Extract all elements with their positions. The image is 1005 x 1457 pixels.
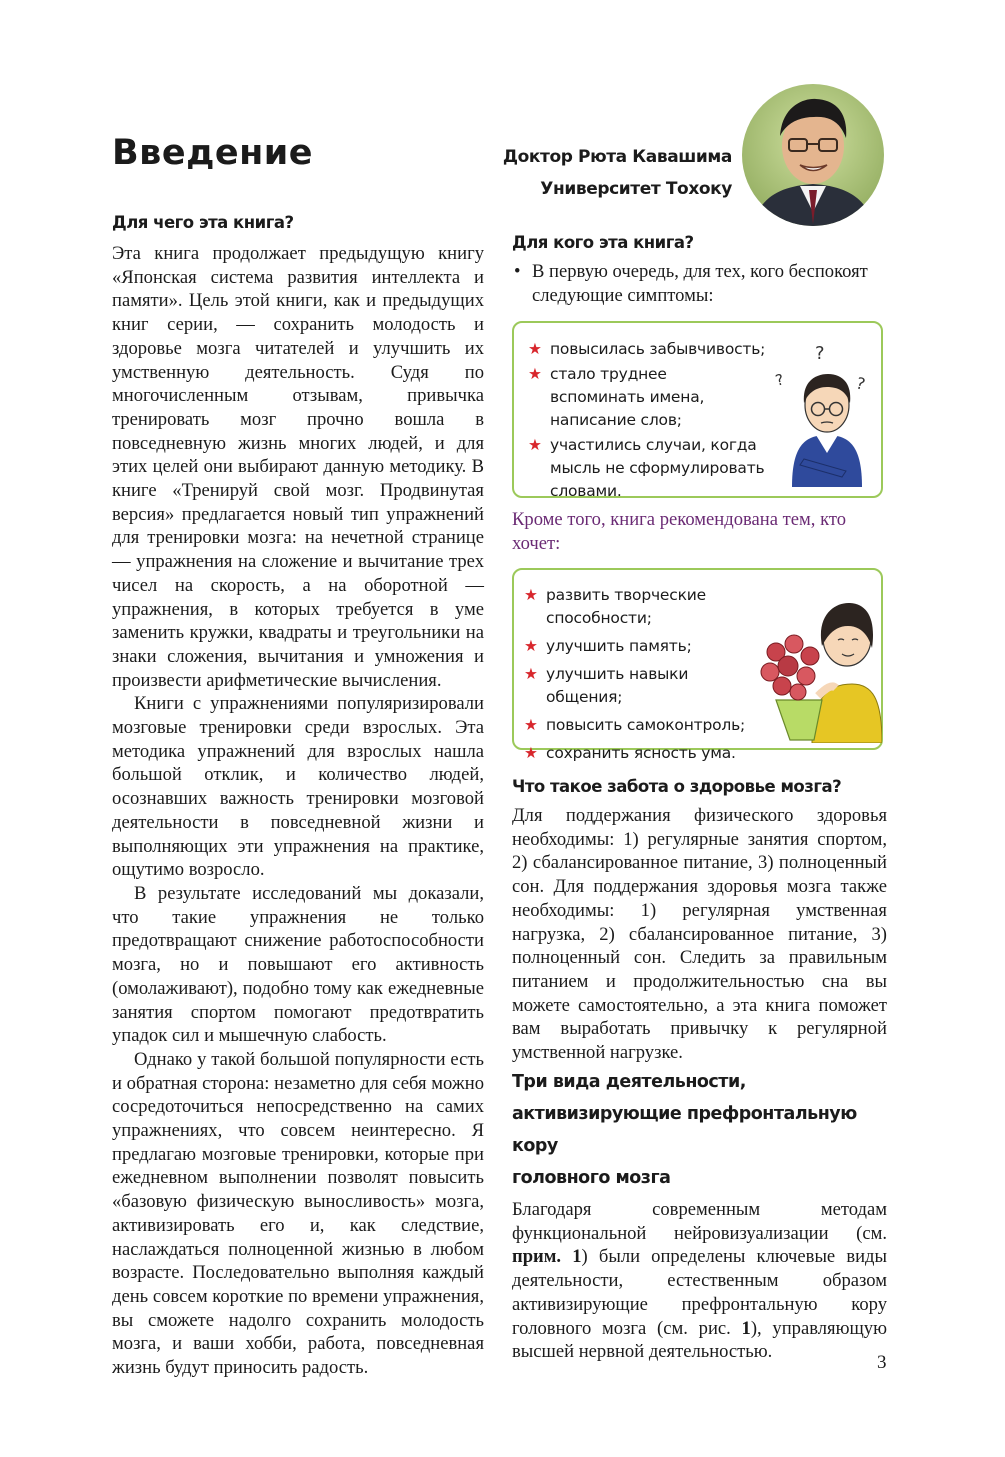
goals-box xyxy=(512,568,883,762)
left-column xyxy=(112,208,484,1380)
list-item: ★ повысить самоконтроль; xyxy=(522,714,762,737)
star-icon: ★ xyxy=(524,637,538,655)
star-icon: ★ xyxy=(528,436,542,454)
paragraph: Благодаря современным методам функциональной нейровизуализации (см. прим. 1) были определены ключевые виды деятельности, естественным образом активизирующие префронтальную кору головного мозга (см. рис. 1), управляющую высшей нервной деятельностью. xyxy=(512,1199,888,1363)
star-icon: ★ xyxy=(524,716,538,734)
svg-text:?: ? xyxy=(773,370,786,390)
three-activities-section xyxy=(512,1066,887,1364)
section-heading-audience: Для кого эта книга? xyxy=(512,233,694,252)
section-heading-three-activities: Три вида деятельности, активизирующие префронтальную кору головного мозга xyxy=(512,1072,857,1188)
page-title: Введение xyxy=(112,133,314,173)
list-item: ★ сохранить ясность ума. xyxy=(522,742,762,765)
section-heading-brain-care: Что такое забота о здоровье мозга? xyxy=(512,777,842,796)
star-icon: ★ xyxy=(524,744,538,762)
bullet-icon: • xyxy=(514,261,521,282)
star-icon: ★ xyxy=(528,365,542,383)
list-item: ★ улучшить память; xyxy=(522,635,762,658)
list-item: ★ повысилась забывчивость; xyxy=(526,338,766,361)
author-affiliation: Университет Тохоку xyxy=(540,179,732,199)
page-number: 3 xyxy=(877,1352,887,1373)
star-icon: ★ xyxy=(528,340,542,358)
woman-with-flowers-icon xyxy=(752,588,882,743)
list-item: ★ стало труднее вспоминать имена, написание слов; xyxy=(528,365,705,429)
svg-text:?: ? xyxy=(815,343,825,364)
star-icon: ★ xyxy=(524,665,538,683)
list-item: • В первую очередь, для тех, кого беспокоят следующие симптомы: xyxy=(514,261,868,306)
list-item: ★ развить творческие способности; xyxy=(524,586,706,627)
paragraph: В результате исследований мы доказали, что такие упражнения не только предотвращают снижение работоспособности мозга, но и повышают его активность (омолаживают), подобно тому как ежедневные занятия спортом помогают предотвратить упадок сил и мышечную слабость. xyxy=(112,882,484,1047)
paragraph: Для поддержания физического здоровья необходимы: 1) регулярные занятия спортом, 2) сбалансированное питание, 3) полноценный сон. Для поддержания здоровья мозга также необходимы: 1) регулярная умственная нагрузка, 2) сбалансированное питание, 3) полноценный сон. Следить за правильным питанием и продолжительностью сна вы можете самостоятельно, а эта книга поможет вам выработать привычку к регулярной умственной нагрузке. xyxy=(512,805,887,1064)
who-section xyxy=(512,228,887,307)
symptoms-box xyxy=(512,321,883,498)
confused-man-icon xyxy=(772,337,877,492)
paragraph: Эта книга продолжает предыдущую книгу «Японская система развития интеллекта и памяти». Цель этой книги, как и предыдущих книг серии, — сохранить молодость и здоровье мозга читателей и улучшить их умственную деятельность. Судя по многочисленным отзывам, привычка тренировать мозг прочно вошла в повседневную жизнь многих людей, и для этих целей они выбирают данную методику. В книге «Тренируй свой мозг. Продвинутая версия» предлагается новый тип упражнений для тренировки мозга: на нечетной странице — упражнения на сложение и вычитание трех чисел на скорость, а на оборотной — упражнения, в которых требуется в уме заменить кружки, квадраты и треугольники на знаки сложения, вычитания и умножения и произвести арифметические вычисления. xyxy=(112,243,484,691)
author-name: Доктор Рюта Кавашима xyxy=(502,147,732,167)
section-heading-purpose: Для чего эта книга? xyxy=(112,213,294,232)
author-photo xyxy=(742,84,884,226)
paragraph: Однако у такой большой популярности есть и обратная сторона: незаметно для себя можно сосредоточиться непосредственно на самих упражнениях, что совсем неинтересно. Я предлагаю мозговые тренировки, которые при ежедневном выполнении позволят повысить «базовую физическую выносливость» мозга, активизировать его и, как следствие, наслаждаться полноценной жизнью в любом возрасте. Последовательно выполняя каждый день совсем короткие по времени упражнения, вы сможете надолго сохранить молодость мозга, и ваши хобби, работа, повседневная жизнь будут приносить радость. xyxy=(112,1048,484,1379)
star-icon: ★ xyxy=(524,586,538,604)
list-item: ★ улучшить навыки общения; xyxy=(524,665,689,706)
svg-text:?: ? xyxy=(854,373,868,394)
care-section xyxy=(512,772,887,1065)
list-item: ★ участились случаи, когда мысль не сформулировать словами. xyxy=(528,436,765,500)
paragraph: Книги с упражнениями популяризировали мозговые тренировки среди взрослых. Эта методика упражнений для взрослых нашла большой отклик, и количество людей, осознавших важность тренировки мозговой деятельности в повседневной жизни и выполняющих эти упражнения на практике, ощутимо возросло. xyxy=(112,693,484,881)
also-recommended-text: Кроме того, книга рекомендована тем, кто хочет: xyxy=(512,509,847,554)
